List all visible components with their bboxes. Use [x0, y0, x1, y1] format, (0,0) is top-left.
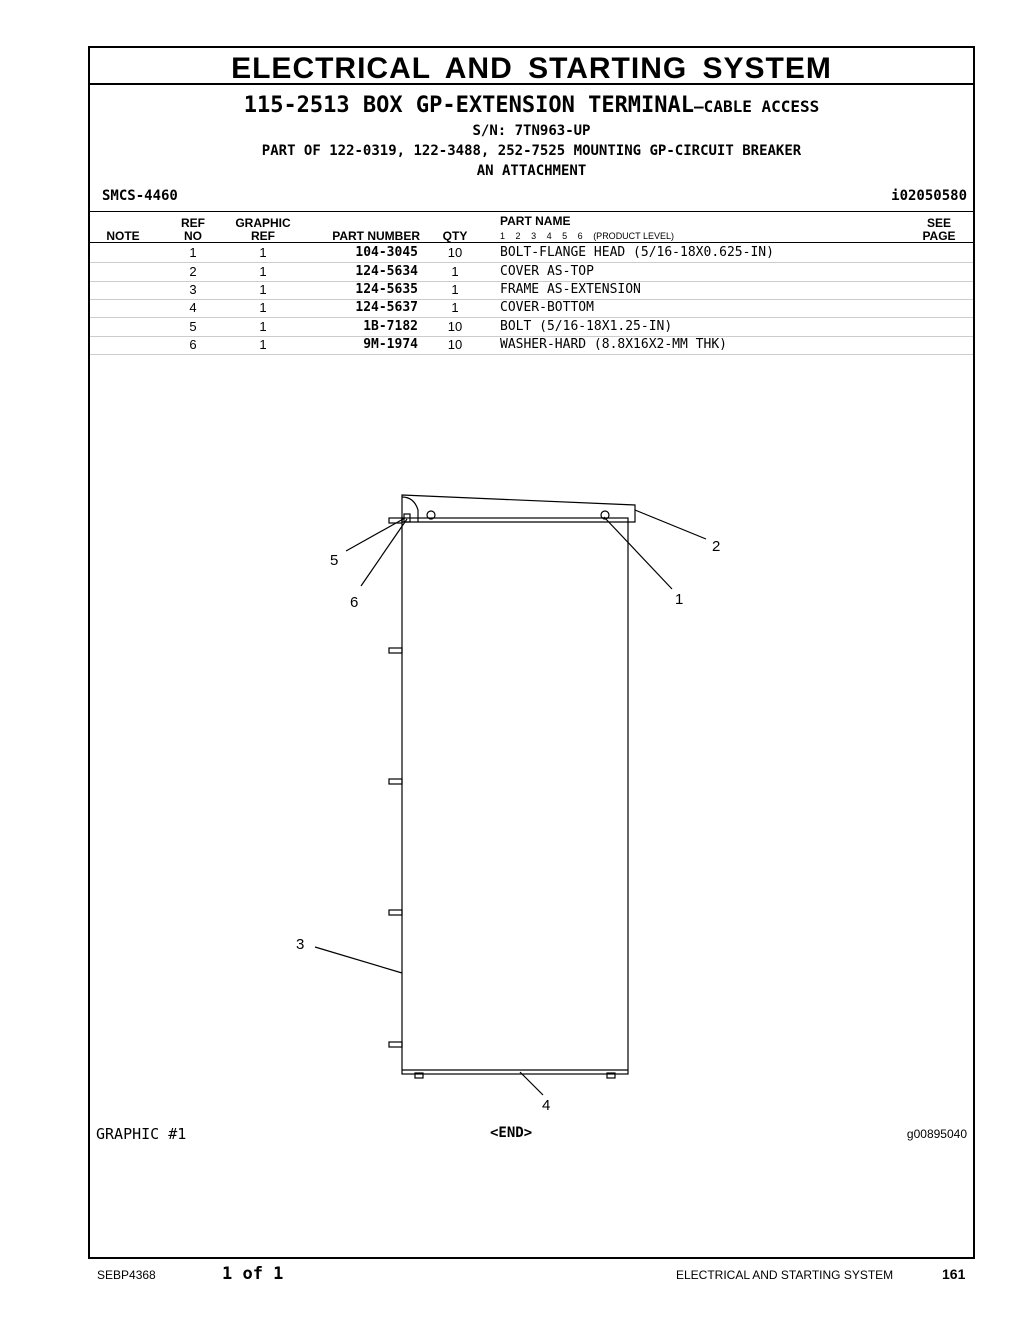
leader-line-1: [604, 517, 672, 589]
graphic-id: g00895040: [906, 1127, 967, 1141]
page-number: 161: [942, 1266, 966, 1282]
graphic-ref: 1: [259, 319, 267, 334]
callout-2: 2: [712, 538, 721, 555]
col-graphic-bottom: REF: [251, 229, 275, 243]
callout-5: 5: [330, 552, 339, 569]
footer-section: ELECTRICAL AND STARTING SYSTEM: [676, 1268, 894, 1282]
graphic-ref: 1: [259, 245, 267, 260]
part-number: 124-5635: [355, 282, 418, 297]
callout-4: 4: [542, 1097, 551, 1114]
part-number: 104-3045: [355, 245, 418, 260]
graphic-label: GRAPHIC #1: [96, 1125, 187, 1143]
col-graphic-top: GRAPHIC: [235, 216, 291, 230]
col-see-bottom: PAGE: [922, 229, 956, 243]
attachment-line: AN ATTACHMENT: [476, 163, 587, 179]
ref-no: 6: [189, 337, 197, 352]
col-ref-top: REF: [181, 216, 205, 230]
leader-line-3: [315, 947, 402, 973]
level-4: 4: [546, 231, 552, 241]
leader-line-6: [361, 519, 407, 586]
parts-diagram: [90, 48, 973, 1257]
ref-no: 5: [189, 319, 197, 334]
ref-no: 4: [189, 300, 197, 315]
level-5: 5: [562, 231, 568, 241]
graphic-ref: 1: [259, 300, 267, 315]
graphic-ref: 1: [259, 337, 267, 352]
frame-body: [402, 518, 628, 1074]
col-note: NOTE: [106, 229, 140, 243]
level-6: 6: [577, 231, 583, 241]
col-ref-bottom: NO: [184, 229, 202, 243]
part-number: 124-5637: [355, 300, 418, 315]
qty: 10: [447, 319, 463, 334]
col-part-number: PART NUMBER: [332, 229, 420, 243]
product-level-label: (PRODUCT LEVEL): [593, 231, 675, 241]
col-see-top: SEE: [926, 216, 951, 230]
leader-line-2: [635, 510, 706, 539]
section-title: ELECTRICAL AND STARTING SYSTEM: [90, 48, 973, 85]
qty: 1: [451, 264, 459, 279]
qty: 1: [451, 300, 459, 315]
col-qty: QTY: [442, 229, 468, 243]
callout-3: 3: [296, 936, 305, 953]
qty: 1: [451, 282, 459, 297]
part-number: 1B-7182: [363, 319, 418, 334]
ref-no: 2: [189, 264, 197, 279]
side-bolt: [389, 648, 402, 653]
part-name: WASHER-HARD (8.8X16X2-MM THK): [500, 337, 727, 352]
doc-id: SEBP4368: [97, 1268, 156, 1282]
level-2: 2: [515, 231, 521, 241]
side-bolt: [389, 1042, 402, 1047]
part-name: COVER-BOTTOM: [500, 300, 594, 315]
part-number: 9M-1974: [363, 337, 418, 352]
page-frame: [88, 46, 975, 1259]
level-3: 3: [531, 231, 537, 241]
part-name: COVER AS-TOP: [500, 264, 594, 279]
smcs-code: SMCS-4460: [102, 188, 178, 204]
ref-no: 3: [189, 282, 197, 297]
part-name: BOLT (5/16-18X1.25-IN): [500, 319, 673, 334]
part-name: FRAME AS-EXTENSION: [500, 282, 641, 297]
callout-1: 1: [675, 591, 684, 608]
end-marker: <END>: [490, 1125, 533, 1141]
qty: 10: [447, 337, 463, 352]
leader-line-4: [520, 1072, 543, 1095]
side-bolt: [389, 910, 402, 915]
part-title-main: 115-2513 BOX GP-EXTENSION TERMINAL: [243, 93, 695, 118]
illustration-id: i02050580: [891, 188, 967, 204]
ref-no: 1: [189, 245, 197, 260]
qty: 10: [447, 245, 463, 260]
part-of-line: PART OF 122-0319, 122-3488, 252-7525 MOUNTING GP-CIRCUIT BREAKER: [261, 143, 802, 159]
graphic-ref: 1: [259, 264, 267, 279]
page-of: 1 of 1: [222, 1264, 284, 1284]
level-1: 1: [500, 231, 506, 241]
serial-number: S/N: 7TN963-UP: [472, 123, 591, 139]
part-number: 124-5634: [355, 264, 418, 279]
part-title-suffix: —CABLE ACCESS: [694, 97, 820, 116]
side-bolt: [389, 779, 402, 784]
col-part-name: PART NAME: [500, 214, 571, 228]
graphic-ref: 1: [259, 282, 267, 297]
part-name: BOLT-FLANGE HEAD (5/16-18X0.625-IN): [500, 245, 774, 260]
callout-6: 6: [350, 594, 359, 611]
